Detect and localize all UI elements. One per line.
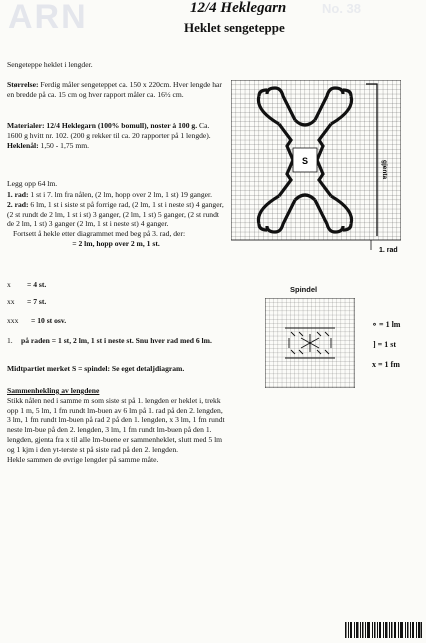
legend-chain [372,320,400,329]
single-symbol: x [372,360,376,369]
joining-section [7,386,225,464]
joining-heading: Sammenhekling av lengdene [7,386,100,395]
size-label: Størrelse: [7,80,39,89]
xxx-value: = 10 st osv. [31,316,67,325]
row-definition [7,336,225,346]
page-title: 12/4 Heklegarn [190,0,287,16]
intro-text: Sengeteppe heklet i lengder. [7,60,93,69]
xx-symbol: xx [7,297,15,306]
row2-label: 2. rad: [7,199,29,209]
x-legend-row [7,280,225,290]
xx-value: = 7 st. [27,297,47,306]
continue-text: Fortsett å hekle etter diagrammet med beg på 3. rad, der: [13,229,186,239]
row-definition-text: på raden = 1 st, 2 lm, 1 st i neste st. Snu hver rad med 6 lm. [21,336,212,345]
magazine-logo-watermark: ARN [8,0,88,36]
x-symbol: x [7,280,11,289]
xxx-symbol: xxx [7,316,19,325]
joining-last: Hekle sammen de øvrige lengder på samme måte. [7,454,159,464]
size-paragraph [7,80,225,100]
hook-label: Heklenål: [7,140,39,150]
materials-paragraph [7,121,225,150]
row1-paragraph [7,190,225,249]
issue-number-watermark: No. 38 [322,1,362,16]
main-chart-svg [231,80,401,270]
xxx-legend-row [7,316,225,326]
materials-label: Materialer: 12/4 Heklegarn (100% bomull), noster à 100 g. [7,121,198,130]
spindle-detail-chart [265,298,355,393]
rule-text: = 2 lm, hopp over 2 m, 1 st. [72,238,160,248]
chain-symbol: ∘ [372,320,378,329]
main-crochet-chart [231,80,401,275]
legend-single [372,360,400,369]
page-subtitle: Heklet sengeteppe [184,20,285,35]
chain-start-text: Legg opp 64 lm. [7,179,58,188]
spindle-chart-svg [265,298,355,388]
treble-meaning: = 1 st [377,340,397,349]
row1-text: 1 st i 7. lm fra nålen, (2 lm, hopp over 2 lm, 1 st) 19 ganger. [28,190,212,199]
materials-text: Ca. 1600 g hvitt nr. 102. (200 g rekker til ca. 20 rapporter på 1 lengde). [7,121,211,140]
treble-symbol: ] [373,340,376,349]
repeat-label: gjenta [381,160,388,180]
row-definition-number: 1. [7,336,13,345]
row1-label: 1. rad: [7,190,29,199]
joining-text: Stikk nålen ned i samme m som siste st på 1. lengden er heklet i, trekk opp 1 m, 5 lm, 1 fm rundt lm-buen av 6 lm på 1. rad på den 2. lengden, 3 lm, 1 fm rundt lm-buen på rad 2 på den 1. lengden, x 3 lm, 1 fm rundt neste lm-bue på den 2. lengden, 3 lm, 1 fm rundt lm-buen på den 1. lengden, gjenta fra x til alle lm-buene er sammenheklet, slutt med 5 lm og 1 kjm i den yt-terste st på siste rad på den 2. lengden. [7,395,225,454]
legend-treble [373,340,396,349]
size-text: Ferdig måler sengeteppet ca. 150 x 220cm. Hver lengde har en bredde på ca. 15 cm og hver rapport måler ca. 16½ cm. [7,80,222,99]
chain-meaning: = 1 lm [379,320,401,329]
hook-text: 1,50 - 1,75 mm. [38,140,90,150]
first-row-label: 1. rad [379,247,398,254]
xx-legend-row [7,297,225,307]
row2-text: 6 lm, 1 st i siste st på forrige rad, (2 lm, 1 st i neste st) 4 ganger, (2 st rundt de 2 lm, 1 st i st) 3 ganger, (2 lm, 1 st) 5 ganger, (2 st rundt de 2 lm, 1 st) 3 ganger (2 lm, 1 st i neste st) 4 ganger. [7,199,224,229]
x-value: = 4 st. [27,280,47,289]
spindle-marker: S [301,156,309,166]
barcode-svg [345,622,423,638]
spindle-title: Spindel [290,285,318,294]
spindle-note: Midtpartiet merket S = spindel: Se eget detaljdiagram. [7,364,185,373]
single-meaning: = 1 fm [378,360,400,369]
